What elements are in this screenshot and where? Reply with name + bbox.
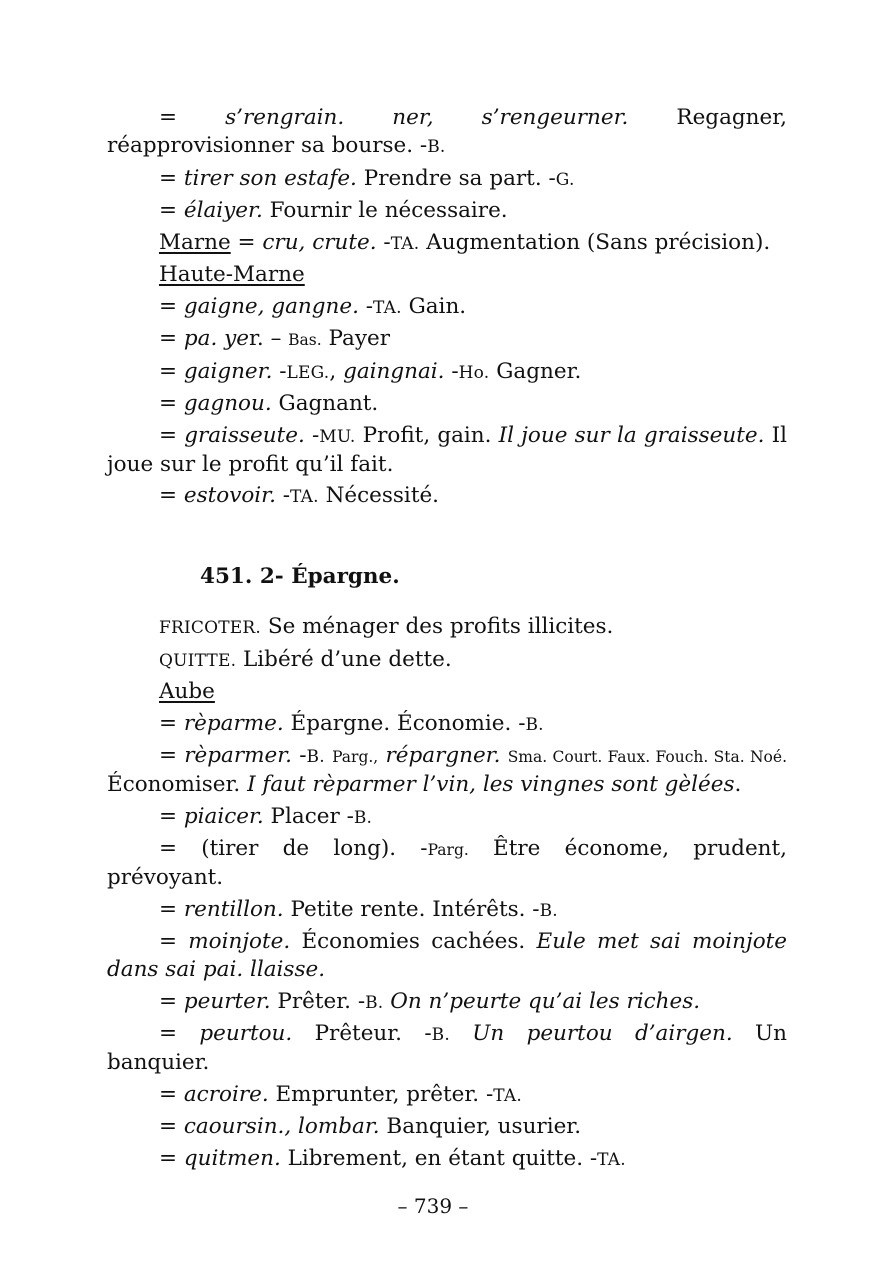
entry-text: Économies cachées. — [290, 929, 537, 954]
entry-line — [107, 646, 787, 675]
entry-text: = (tirer de long). - — [159, 836, 428, 861]
entry-text: rèparme. — [183, 710, 284, 736]
entry-line — [107, 358, 787, 387]
entry-text: B. — [539, 900, 558, 921]
entry-text: s’rengeurner. — [481, 105, 629, 130]
entry-text: rentillon. — [183, 896, 284, 922]
entry-line — [107, 613, 787, 642]
entry-text: = — [159, 165, 184, 191]
entry-text: - — [444, 358, 459, 384]
entry-text: quitmen. — [183, 1145, 281, 1171]
entry-text: - — [292, 743, 307, 768]
entry-text: = — [230, 229, 263, 255]
entry-line — [107, 1081, 787, 1110]
entry-text: = — [159, 988, 184, 1014]
entry-text: acroire. — [183, 1081, 269, 1107]
entry-line — [107, 261, 787, 289]
entry-text — [500, 743, 507, 768]
entry-text: Fournir le nécessaire. — [262, 198, 508, 223]
entry-text: - — [272, 358, 287, 384]
entry-text: Il joue sur le profit qu’il fait. — [107, 422, 787, 477]
entry-text: B. — [525, 714, 544, 735]
entry-text: = — [159, 198, 184, 223]
entry-text: répargner. — [385, 743, 501, 768]
entry-text: B. — [306, 747, 325, 767]
entry-text: Aube — [159, 679, 215, 704]
entry-text: Marne — [159, 229, 231, 255]
entry-text: élaiyer. — [183, 198, 263, 223]
entry-text: - — [304, 422, 320, 448]
entry-line — [107, 482, 787, 511]
entry-text: TA. — [597, 1149, 626, 1170]
entry-line — [107, 229, 787, 258]
entry-text: Emprunter, prêter. - — [268, 1081, 494, 1107]
entry-text: TA. — [373, 297, 402, 318]
entry-text: = — [159, 929, 189, 954]
entry-text: FRICOTER. — [159, 618, 262, 638]
entry-text: = — [159, 743, 185, 768]
entry-text: TA. — [493, 1085, 522, 1106]
entry-line — [107, 835, 787, 892]
entry-text: Un banquier. — [107, 1021, 787, 1075]
entry-text: peurter. — [183, 988, 271, 1014]
entry-text: Un peurtou d’airgen. — [472, 1021, 733, 1046]
entry-text: Il joue sur la graisseute. — [498, 422, 765, 448]
entry-line — [107, 422, 787, 479]
entry-text: = — [159, 710, 184, 736]
entry-text: On n’peurte qu’ai les riches. — [390, 988, 701, 1014]
entry-line — [107, 1145, 787, 1174]
entry-text: Gagner. — [489, 358, 582, 384]
entry-line — [107, 293, 787, 322]
entry-text: I faut rèparmer l’vin, les vingnes sont gèlées — [247, 772, 735, 797]
entry-text: = — [159, 1021, 200, 1046]
entry-text: TA. — [390, 233, 420, 254]
entry-text: s’rengrain. — [225, 105, 345, 130]
entry-text: Ho. — [458, 362, 490, 383]
entry-text: . — [734, 772, 742, 797]
entry-text: Économiser. — [107, 772, 248, 797]
entry-text: LEG. — [286, 362, 330, 383]
entry-text: MU. — [319, 426, 356, 447]
page-number: – 739 – — [397, 1194, 469, 1218]
entry-text: Être économe, prudent, prévoyant. — [107, 836, 787, 890]
entry-text: Petite rente. Intérêts. - — [283, 896, 540, 922]
entry-text: moinjote. — [188, 929, 291, 954]
entry-line — [107, 325, 787, 354]
entry-text: TA. — [290, 487, 319, 507]
entry-text: Nécessité. — [318, 483, 440, 508]
entry-text: = — [159, 1081, 184, 1107]
entry-text: Placer - — [263, 803, 354, 829]
entry-text: = — [159, 803, 184, 829]
entry-text — [325, 743, 332, 768]
entry-text: cru, crute. — [262, 229, 377, 255]
entry-text: Augmentation (Sans précision). — [419, 229, 771, 255]
entry-text: graisseute. — [184, 422, 305, 448]
entry-text: estovoir. — [183, 483, 276, 508]
entry-text: , — [329, 358, 344, 384]
entry-text: gaingnai. — [343, 358, 445, 384]
entry-line — [107, 678, 787, 706]
entry-text: rèparmer. — [184, 743, 292, 768]
entry-text: = — [159, 1145, 184, 1171]
entry-line — [107, 896, 787, 925]
entry-text: G. — [555, 169, 575, 190]
entry-text: - — [358, 293, 374, 319]
entry-text: gaigner. — [183, 358, 273, 384]
entry-text: Banquier, usurier. — [379, 1114, 582, 1139]
entry-text: Libéré d’une dette. — [236, 646, 452, 672]
entry-text: B. — [365, 992, 384, 1013]
entry-line — [107, 928, 787, 984]
entry-line — [107, 165, 787, 194]
entry-text: pa. ye — [183, 326, 249, 351]
entry-text: = — [159, 105, 178, 130]
entry-line — [107, 197, 787, 225]
entry-text: gagnou. — [183, 391, 272, 416]
entry-text: Se ménager des profits illicites. — [261, 614, 614, 639]
entry-line — [107, 988, 787, 1017]
entry-line — [107, 390, 787, 418]
entry-text: caoursin., lombar. — [183, 1114, 380, 1139]
entry-text — [434, 105, 482, 130]
entry-line — [107, 710, 787, 739]
entry-text — [177, 105, 225, 130]
entry-text: Payer — [321, 326, 390, 351]
entry-text: = — [159, 896, 184, 922]
entry-text: Prendre sa part. - — [356, 165, 556, 191]
entries-block-1 — [107, 104, 787, 511]
entry-text: B. — [427, 137, 446, 157]
entry-text: piaicer. — [183, 803, 264, 829]
page-body — [107, 104, 787, 1177]
entry-text: Eule met sai moinjote dans sai pai. llaisse. — [107, 929, 788, 982]
entry-text: peurtou. — [199, 1021, 293, 1046]
entry-line — [107, 1020, 787, 1077]
entry-line — [107, 803, 787, 832]
entry-text: Sma. Court. Faux. Fouch. Sta. Noé. — [507, 748, 787, 766]
entry-text: = — [159, 293, 184, 319]
entry-text: B. — [431, 1025, 450, 1045]
entry-text: = — [159, 391, 184, 416]
entry-text: QUITTE. — [159, 650, 237, 671]
entry-text: gaigne, gangne. — [183, 293, 359, 319]
entry-text: Librement, en étant quitte. - — [280, 1145, 598, 1171]
entry-text: = — [159, 483, 184, 508]
entry-text — [344, 105, 392, 130]
entry-text: Haute-Marne — [159, 262, 305, 287]
entry-text: ner, — [392, 105, 434, 130]
entry-line — [107, 104, 787, 161]
entry-text: Regagner, réapprovisionner sa bourse. - — [107, 105, 787, 158]
section-heading: 451. 2- Épargne. — [200, 564, 400, 589]
entry-text: tirer son estafe. — [183, 165, 357, 191]
entry-text: - — [376, 229, 391, 255]
entry-text: Parg., — [332, 748, 379, 766]
entry-text: = — [159, 422, 185, 448]
entry-text: - — [275, 483, 291, 508]
entry-text — [450, 1021, 472, 1046]
entry-text: = — [159, 1114, 184, 1139]
entry-text: Prêter. - — [270, 988, 366, 1014]
entry-text: Gain. — [401, 293, 467, 319]
entry-line — [107, 1113, 787, 1141]
entry-text: = — [159, 358, 184, 384]
entry-text: Bas. — [288, 331, 322, 349]
entry-text: Profit, gain. — [355, 422, 499, 448]
entry-line — [107, 742, 787, 799]
entry-text: = — [159, 326, 184, 351]
entry-text: Prêteur. - — [292, 1021, 432, 1046]
entry-text: B. — [353, 807, 373, 828]
entry-text: Épargne. Économie. - — [283, 710, 526, 736]
entry-text: r. – — [248, 326, 289, 351]
entries-block-2 — [107, 613, 787, 1174]
entry-text: Gagnant. — [271, 391, 379, 416]
entry-text: Parg. — [427, 841, 469, 859]
